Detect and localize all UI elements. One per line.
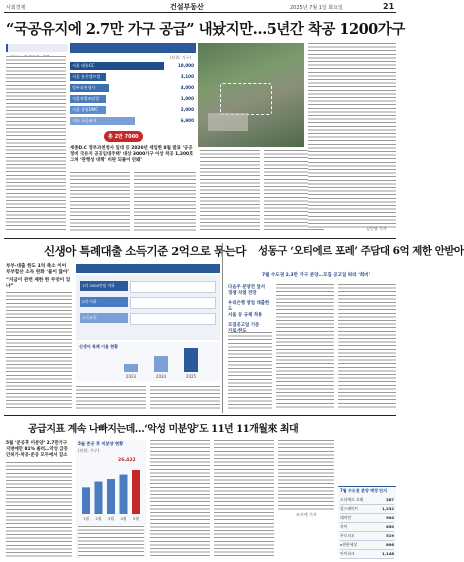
s4-bar — [82, 487, 90, 514]
story3-side-kickers — [228, 284, 272, 334]
lead-chart-bars — [70, 62, 196, 134]
section-rule-1 — [4, 238, 396, 239]
side-kicker-4: 서울 등 규제 적용 — [228, 313, 263, 318]
s4-bar — [95, 482, 103, 514]
s4-axis-label: 2월 — [95, 516, 102, 521]
story3-table — [338, 486, 396, 559]
lead-chart-row — [70, 95, 196, 103]
story2-row-value-1 — [130, 281, 216, 293]
lead-body-col-4 — [200, 150, 260, 232]
table-cell-name: 래미안 — [340, 515, 352, 520]
side-kicker-3: 우리은행 영업 대출한도 — [228, 301, 270, 312]
lead-body-col-1 — [6, 56, 66, 232]
story4-body-col-2 — [150, 440, 210, 558]
story2-chart-body — [76, 275, 220, 340]
table-row — [340, 505, 394, 514]
lead-chart-bar: 정부과천청사 — [70, 84, 109, 92]
table-row — [340, 550, 394, 559]
story2-body-col-3 — [150, 386, 220, 410]
table-cell-name: 아이파크 — [340, 551, 355, 556]
s4-bar — [132, 470, 140, 514]
mini-axis-label: 2025 — [185, 374, 197, 379]
story2-subtitle: 부부·대출 한도 1억 축소 이어 부부합산 소득 완화 ‘불이 않아’ — [6, 264, 70, 275]
section-label: 사회경제 — [6, 5, 26, 11]
s4-axis-label: 3월 — [107, 516, 115, 521]
story2-row-label-2: 2억 이하 — [80, 297, 128, 307]
s4-bar — [107, 479, 115, 514]
aerial-photo — [198, 43, 304, 147]
lead-chart-row — [70, 62, 196, 70]
story2-row-value-2 — [130, 297, 216, 309]
byline-story4: 조지애 기자 — [296, 512, 317, 517]
lead-headline: “국공유지에 2.7만 가구 공급” 내놨지만…5년간 착공 1200가구 — [6, 21, 405, 38]
lead-chart-title: 2020년 8·4대책 중 신규택지 발굴 대상지 현황 — [73, 54, 159, 59]
s4-axis-label: 5월 — [132, 516, 140, 521]
table-cell-name: e편한세상 — [340, 542, 358, 547]
lead-chart-value: 10,000 — [177, 63, 194, 68]
lead-chart-value: 4,000 — [180, 85, 194, 90]
lead-body-col-3 — [134, 172, 196, 232]
story2-headline: 신생아 특례대출 소득기준 2억으로 묶는다 — [44, 244, 246, 258]
side-kicker-1: 다음주 분양전 앞서 — [228, 285, 265, 290]
story3-subtitle: 7월 수도권 2.3만 가구 분양…모집 공고일 따라 ‘희비’ — [262, 273, 371, 278]
table-row — [340, 523, 394, 532]
column-divider — [222, 243, 223, 413]
table-cell-units: 519 — [386, 533, 394, 538]
table-cell-units: 650 — [386, 524, 394, 529]
table-row — [340, 496, 394, 505]
story4-subtitle-3: 인허가·착공·준공 모두에서 감소 — [6, 453, 68, 458]
lead-kicker-box — [6, 44, 68, 52]
lead-chart-unit: (단위: 가구) — [170, 55, 192, 60]
story3-table-rows — [340, 496, 394, 559]
lead-overlay-text: 세종D.C 정부과천청사 일대 등 2020년 세입한 8월 발표 ‘공공 정비 국유지 공공임대주택’ 대상 3000가구 이상 착공 1,200호 그쳐 ‘관행성 대책’ 비판 되풀이 안돼’ — [70, 146, 194, 163]
masthead-rule — [4, 12, 396, 13]
lead-chart-value: 3,100 — [180, 74, 194, 79]
mini-bar — [124, 364, 138, 372]
table-cell-units: 1,148 — [381, 551, 394, 556]
story4-chart-value-label: 26,422 — [118, 458, 136, 463]
story3-headline: 성동구 ‘오티에르 포레’ 주담대 6억 제한 안받아 — [258, 245, 464, 257]
story3-body-col-0 — [228, 332, 272, 410]
mini-axis-label: 2024 — [155, 374, 167, 379]
table-cell-units: 1,232 — [381, 506, 394, 511]
story4-chart-note — [78, 526, 144, 556]
story2-row-value-3 — [130, 313, 216, 325]
story2-body-col-2 — [76, 386, 146, 410]
section-rule-2 — [4, 415, 396, 416]
lead-chart-bar: 서울 상암DMC — [70, 106, 106, 114]
table-row — [340, 541, 394, 550]
site-outline — [220, 83, 272, 115]
table-cell-units: 904 — [386, 515, 394, 520]
lead-body-col-6 — [308, 43, 396, 229]
lead-chart-bar: 서울 용산캠프킴 — [70, 73, 106, 81]
s4-axis-label: 1월 — [82, 516, 90, 521]
mini-bar — [184, 348, 198, 372]
story2-mini-title: 신생아 특례 이용 현황 — [79, 344, 118, 349]
byline-lead: 김민영 기자 — [366, 226, 387, 231]
story4-subtitles — [6, 440, 72, 458]
mini-bar — [154, 356, 168, 372]
lead-chart-bar: 서울 태릉CC — [70, 62, 164, 70]
story4-subtitle-2: 지방에만 81% 쏠려…악성 급증 — [6, 447, 68, 452]
story4-body-col-1 — [6, 462, 72, 558]
table-row — [340, 514, 394, 523]
lead-chart-bar: 서울지방조달청 — [70, 95, 106, 103]
side-kicker-5: 모집공고일 기준 — [228, 323, 260, 328]
building-block — [208, 113, 248, 131]
story4-subtitle-1: 5월 ‘준공후 미분양’ 2.7만가구 — [6, 441, 68, 446]
story3-body-col-1 — [276, 284, 334, 410]
story4-chart-bars — [78, 466, 144, 522]
story4-headline: 공급지표 계속 나빠지는데…‘악성 미분양’도 11년 11개월來 최대 — [28, 424, 299, 435]
table-cell-name: 오티에르 포레 — [340, 497, 364, 502]
lead-body-col-2 — [70, 172, 130, 232]
lead-chart-value: 6,900 — [180, 118, 194, 123]
lead-chart-row — [70, 73, 196, 81]
story4-chart-title: 5월 준공 후 미분양 현황 — [78, 441, 124, 446]
date-line: 2025년 7월 1일 화요일 — [290, 5, 343, 11]
table-cell-name: 힐스테이트 — [340, 506, 359, 511]
lead-chart-row — [70, 84, 196, 92]
table-cell-name: 푸르지오 — [340, 533, 355, 538]
story4-body-col-3 — [214, 440, 274, 558]
story2-subtitle-2: “자금이 관련 제한 한 무엇이 있냐” — [6, 278, 71, 289]
table-cell-units: 806 — [386, 542, 394, 547]
story2-row-label-3: 소득요건 — [80, 313, 128, 323]
story4-chart — [76, 440, 146, 558]
story2-row-label-1: 1억 3000만원 이하 — [80, 281, 128, 291]
s4-bar — [120, 475, 128, 514]
story2-body-col-1 — [6, 292, 72, 410]
section-title: 건설부동산 — [170, 3, 204, 11]
chart-total-badge: 총 2만 7000 — [104, 131, 143, 142]
story2-mini-chart — [76, 342, 220, 382]
story3-body-col-2 — [338, 284, 396, 410]
table-cell-name: 자이 — [340, 524, 348, 529]
page-number: 21 — [383, 2, 395, 11]
lead-chart-bar: 기타 국공유지 — [70, 117, 135, 125]
side-kicker-2: 경쟁 치열 전망 — [228, 291, 257, 296]
lead-chart-value: 1,000 — [180, 96, 194, 101]
story2-chart-header — [76, 264, 220, 273]
story4-chart-unit: (단위: 가구) — [78, 448, 100, 453]
lead-chart-value: 2,000 — [180, 107, 194, 112]
table-row — [340, 532, 394, 541]
s4-axis-label: 4월 — [120, 516, 127, 521]
lead-chart-row — [70, 117, 196, 125]
story2-mini-bars — [116, 346, 216, 380]
story4-body-col-4 — [278, 440, 334, 510]
mini-axis-label: 2023 — [125, 374, 137, 379]
table-cell-units: 287 — [386, 497, 394, 502]
lead-chart-row — [70, 106, 196, 114]
story3-table-title: 7월 수도권 분양 예정 단지 — [340, 488, 387, 493]
